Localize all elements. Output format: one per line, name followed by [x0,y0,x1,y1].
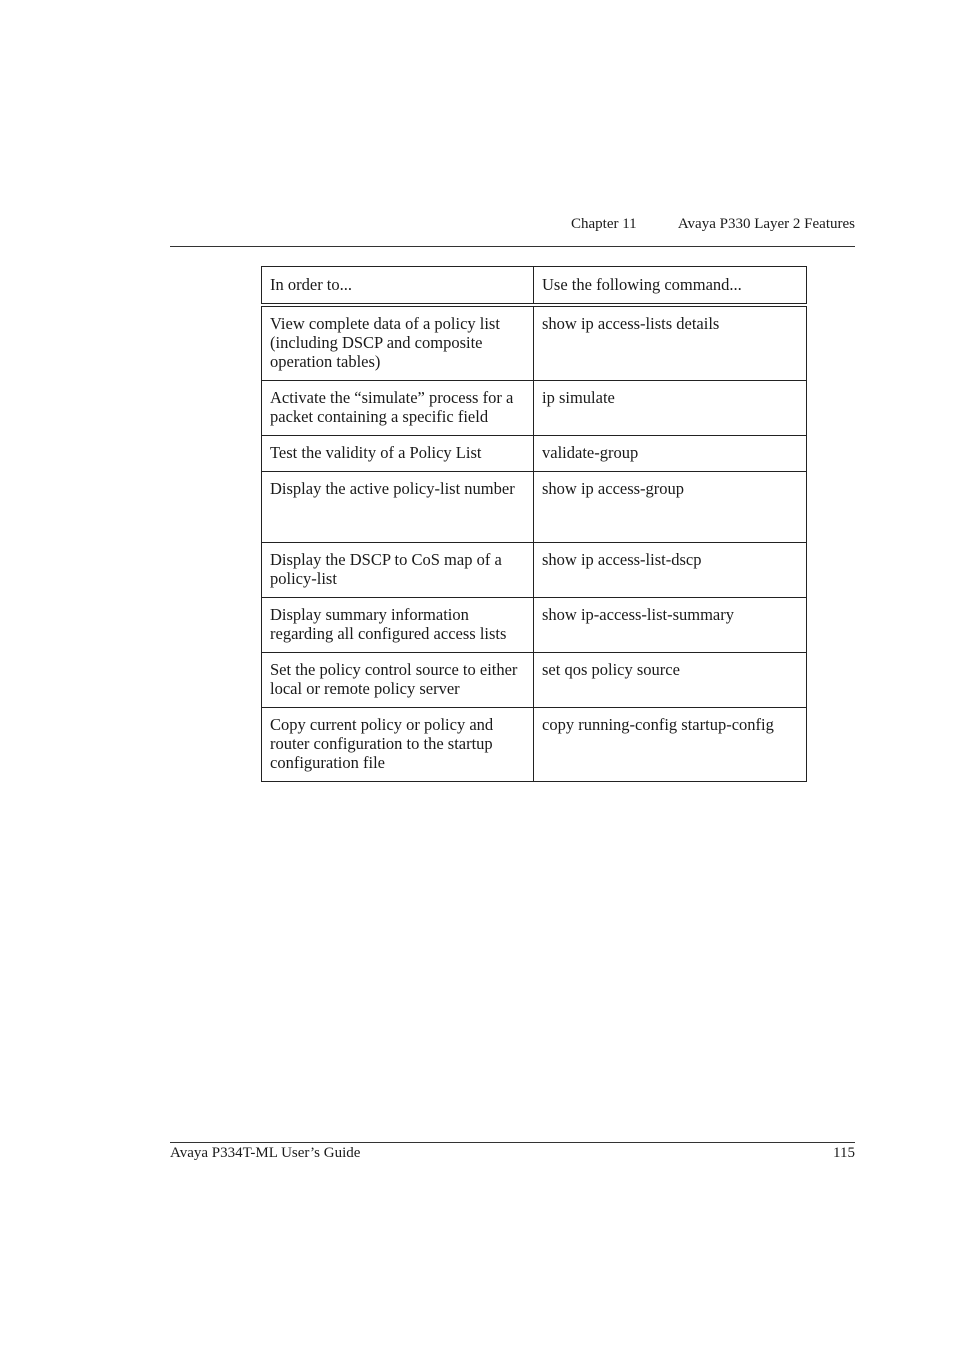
table-row [262,653,807,708]
command-cell: ip simulate [534,381,807,436]
table-row [262,543,807,598]
task-cell: View complete data of a policy list (including DSCP and composite operation tables) [262,305,534,381]
table-row [262,381,807,436]
task-cell: Copy current policy or policy and router configuration to the startup configuration file [262,708,534,782]
table-row [262,598,807,653]
table-row [262,472,807,543]
page-number: 115 [833,1145,855,1161]
table-row [262,436,807,472]
command-cell: copy running-config startup-config [534,708,807,782]
table-row [262,708,807,782]
column-header-command: Use the following command... [534,267,807,306]
footer-rule [170,1142,855,1143]
command-cell: set qos policy source [534,653,807,708]
column-header-task: In order to... [262,267,534,306]
command-cell: show ip access-lists details [534,305,807,381]
task-cell: Activate the “simulate” process for a packet containing a specific field [262,381,534,436]
command-cell: show ip access-group [534,472,807,543]
running-header [170,216,855,236]
task-cell: Set the policy control source to either local or remote policy server [262,653,534,708]
task-cell: Display summary information regarding all configured access lists [262,598,534,653]
task-cell: Test the validity of a Policy List [262,436,534,472]
command-cell: show ip-access-list-summary [534,598,807,653]
command-table [261,266,807,782]
command-cell: validate-group [534,436,807,472]
command-cell: show ip access-list-dscp [534,543,807,598]
task-cell: Display the DSCP to CoS map of a policy-list [262,543,534,598]
page-footer [170,1145,855,1165]
task-cell: Display the active policy-list number [262,472,534,543]
chapter-title: Avaya P330 Layer 2 Features [677,216,855,232]
header-rule [170,246,855,247]
guide-title: Avaya P334T-ML User’s Guide [170,1145,361,1161]
table-row [262,305,807,381]
chapter-label: Chapter 11 [571,216,637,232]
table-header-row [262,267,807,306]
